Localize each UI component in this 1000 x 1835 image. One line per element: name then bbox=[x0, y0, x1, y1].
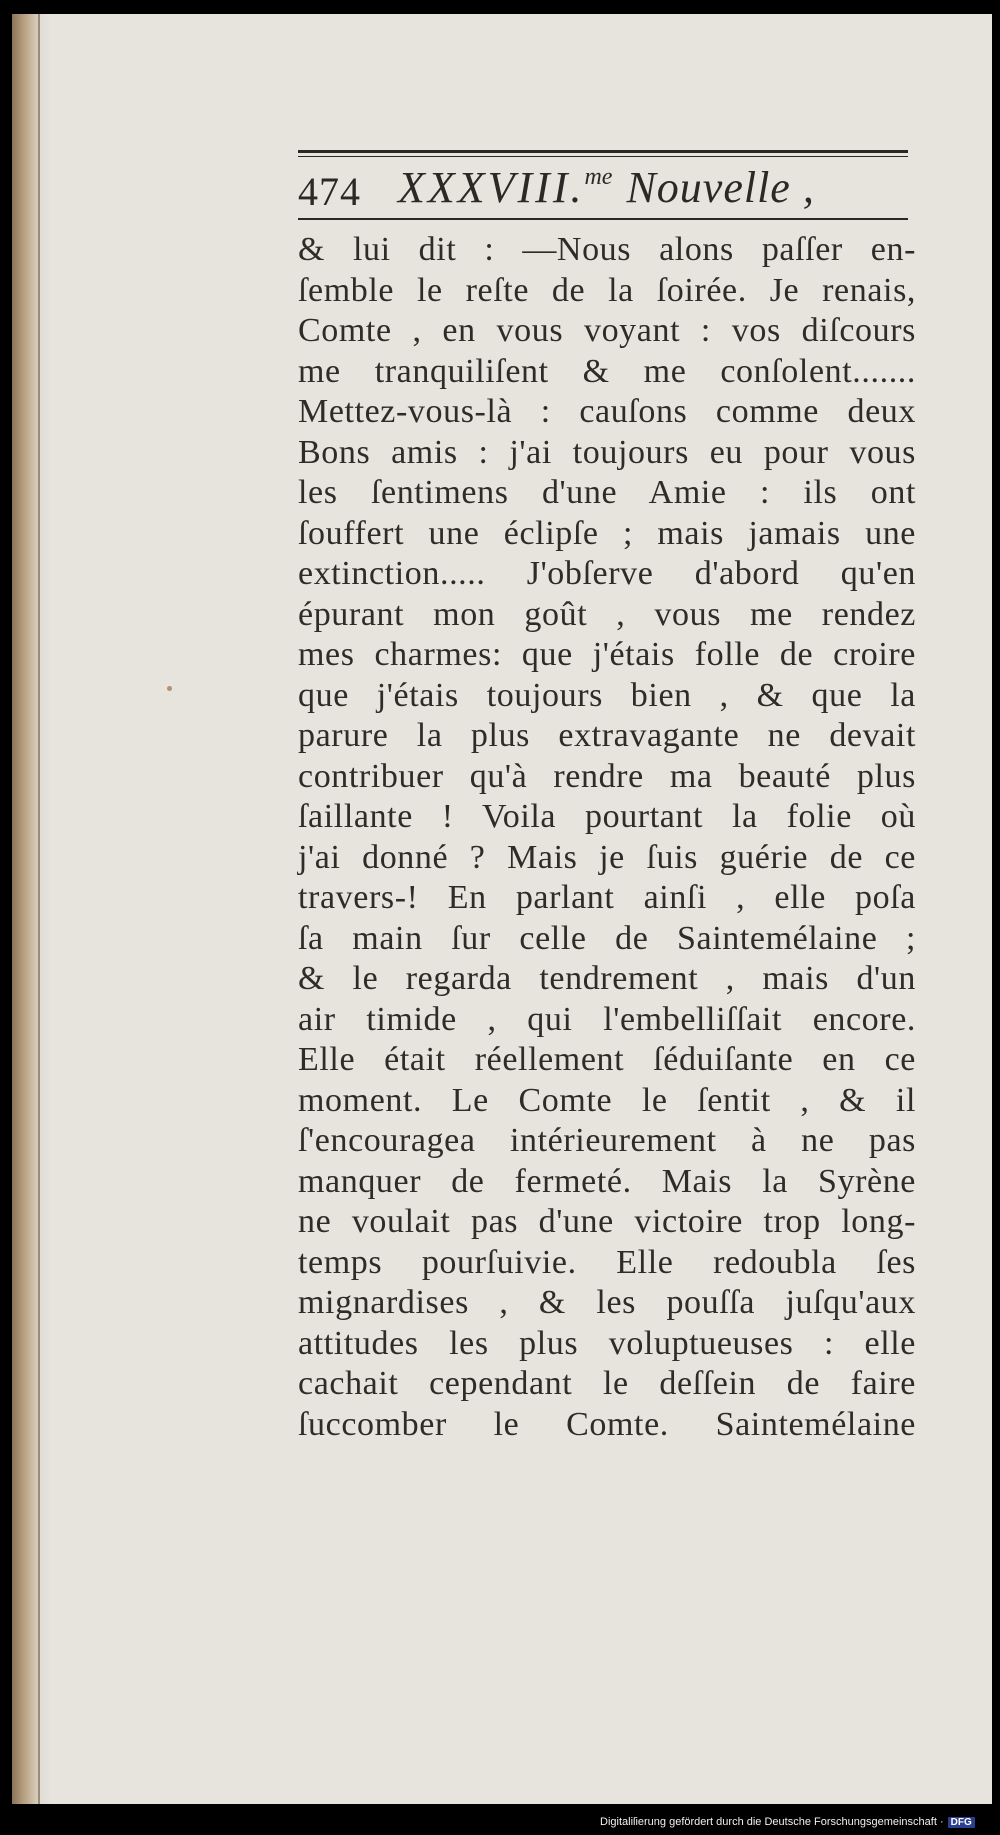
text-line: Bons amis : j'ai toujours eu pour vous bbox=[298, 433, 916, 471]
text-line: parure la plus extravagante ne devait bbox=[298, 717, 916, 754]
paper-stain bbox=[167, 686, 172, 691]
page-spine-shadow bbox=[38, 14, 40, 1804]
text-line: mes charmes: que j'étais folle de croire bbox=[298, 636, 916, 673]
digitization-credit bbox=[600, 1816, 975, 1835]
page-spine-edge bbox=[12, 14, 38, 1804]
text-line: travers-! En parlant ainſi , elle poſa bbox=[298, 879, 916, 916]
text-line: ſaillante ! Voila pourtant la folie où bbox=[298, 798, 916, 835]
text-line: contribuer qu'à rendre ma beauté plus bbox=[298, 757, 916, 795]
text-line: épurant mon goût , vous me rendez bbox=[298, 595, 916, 633]
text-line: Elle était réellement ſéduiſante en ce bbox=[298, 1041, 916, 1078]
header-rule-top bbox=[298, 150, 908, 153]
text-line: ſuccomber le Comte. Saintemélaine bbox=[298, 1405, 916, 1443]
running-header bbox=[298, 158, 908, 216]
text-line: temps pourſuivie. Elle redoubla ſes bbox=[298, 1243, 916, 1281]
dfg-logo: DFG bbox=[948, 1817, 975, 1828]
text-line: me tranquiliſent & me conſolent....... bbox=[298, 352, 916, 390]
text-line: moment. Le Comte le ſentit , & il bbox=[298, 1081, 916, 1119]
text-line: & le regarda tendrement , mais d'un bbox=[298, 960, 916, 997]
text-line: j'ai donné ? Mais je ſuis guérie de ce bbox=[298, 838, 916, 876]
body-text bbox=[298, 230, 916, 1445]
text-line: ſouffert une éclipſe ; mais jamais une bbox=[298, 514, 916, 552]
running-title-superscript: me bbox=[584, 164, 613, 190]
text-line: & lui dit : —Nous alons paſſer en- bbox=[298, 231, 916, 268]
credit-text: Digitaliſierung gefördert durch die Deutsche Forschungsgemeinschaft · bbox=[600, 1816, 944, 1828]
text-line: Comte , en vous voyant : vos diſcours bbox=[298, 312, 916, 349]
text-line: air timide , qui l'embelliſſait encore. bbox=[298, 1000, 916, 1038]
text-line: que j'étais toujours bien , & que la bbox=[298, 676, 916, 714]
header-rule-bottom bbox=[298, 218, 908, 220]
text-line: ſ'encouragea intérieurement à ne pas bbox=[298, 1122, 916, 1159]
page-number: 474 bbox=[298, 169, 361, 214]
text-line: Mettez-vous-là : cauſons comme deux bbox=[298, 393, 916, 430]
header-rule-top-thin bbox=[298, 156, 908, 157]
text-line: cachait cependant le deſſein de faire bbox=[298, 1365, 916, 1402]
text-line: ſemble le reſte de la ſoirée. Je renais, bbox=[298, 271, 916, 309]
text-line: ne voulait pas d'une victoire trop long- bbox=[298, 1203, 916, 1240]
text-line: attitudes les plus voluptueuses : elle bbox=[298, 1324, 916, 1362]
text-line: les ſentimens d'une Amie : ils ont bbox=[298, 474, 916, 511]
text-line: extinction..... J'obſerve d'abord qu'en bbox=[298, 555, 916, 592]
running-title bbox=[398, 162, 815, 213]
running-title-word: Nouvelle , bbox=[626, 163, 815, 212]
text-line: manquer de fermeté. Mais la Syrène bbox=[298, 1162, 916, 1200]
running-title-numeral: XXXVIII. bbox=[398, 163, 585, 212]
text-line: mignardises , & les pouſſa juſqu'aux bbox=[298, 1284, 916, 1321]
text-line: ſa main ſur celle de Saintemélaine ; bbox=[298, 919, 916, 957]
